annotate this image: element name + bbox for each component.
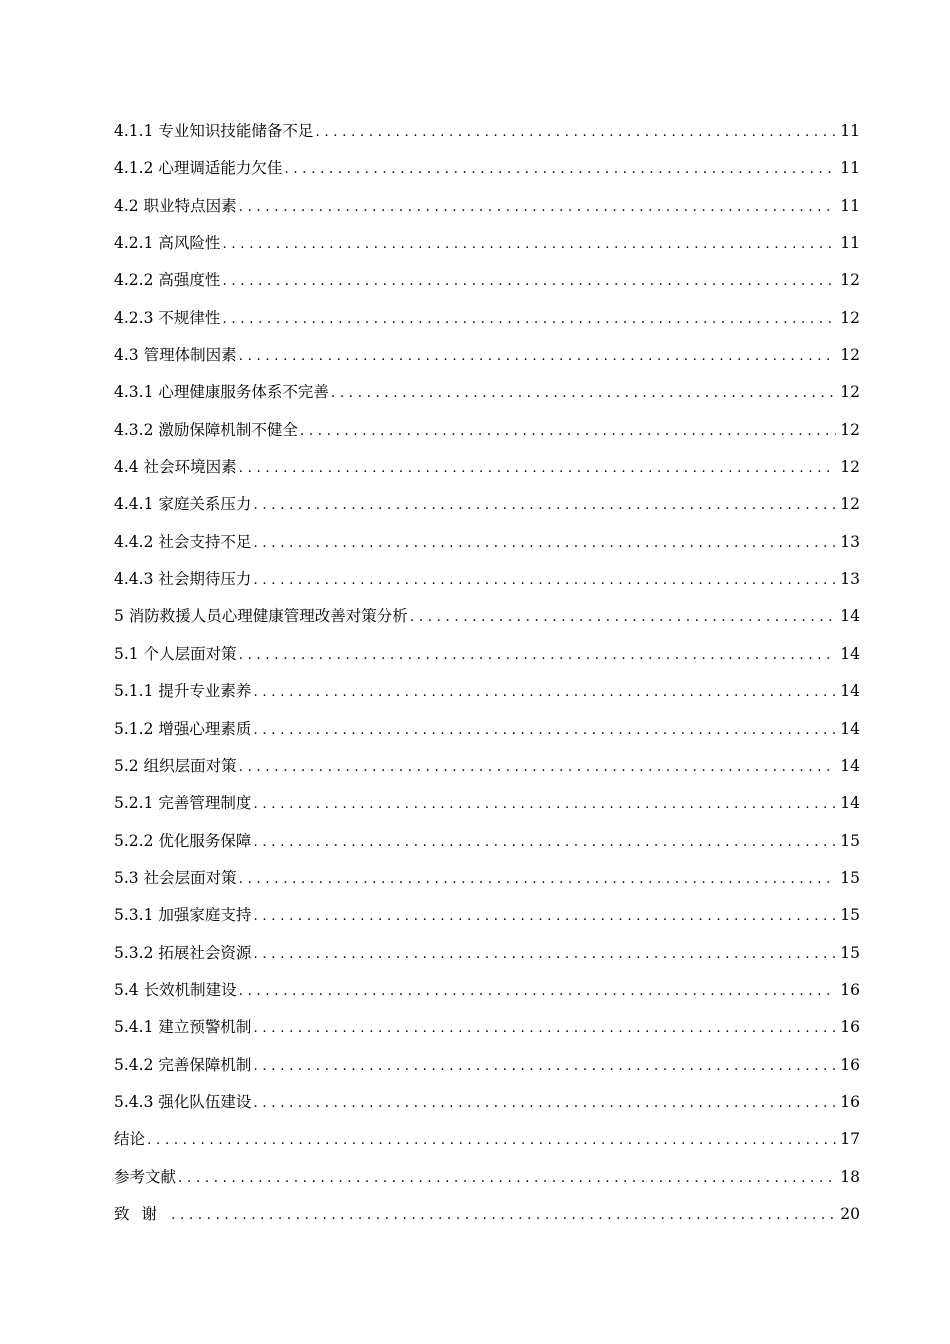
toc-entry-title: 4.1.2 心理调适能力欠佳 xyxy=(114,159,283,178)
toc-entry-page: 12 xyxy=(840,495,860,514)
toc-dot-leader xyxy=(239,189,836,226)
toc-entry-page: 17 xyxy=(840,1130,860,1149)
toc-entry[interactable] xyxy=(114,262,860,299)
toc-entry-title: 4.1.1 专业知识技能储备不足 xyxy=(114,122,314,140)
toc-entry-page: 16 xyxy=(840,1055,860,1074)
toc-entry-title: 5.3 社会层面对策 xyxy=(114,868,237,887)
toc-entry[interactable] xyxy=(114,486,860,523)
toc-entry-page: 15 xyxy=(840,906,860,925)
toc-dot-leader xyxy=(253,674,836,711)
toc-entry-page: 16 xyxy=(840,980,860,999)
toc-dot-leader xyxy=(147,1122,836,1159)
toc-entry-title: 4.4.3 社会期待压力 xyxy=(114,570,252,589)
toc-entry[interactable] xyxy=(114,935,860,972)
toc-entry-page: 15 xyxy=(840,868,860,887)
toc-entry[interactable] xyxy=(114,188,860,225)
toc-entry[interactable] xyxy=(114,449,860,486)
toc-entry-page: 14 xyxy=(840,719,860,738)
table-of-contents xyxy=(114,113,860,1233)
toc-dot-leader xyxy=(222,226,836,263)
toc-entry-page: 14 xyxy=(840,607,860,626)
toc-entry-title: 4.2 职业特点因素 xyxy=(114,196,237,215)
toc-dot-leader xyxy=(253,824,836,861)
toc-entry-title: 4.3.1 心理健康服务体系不完善 xyxy=(114,383,329,402)
toc-entry-title: 5.1.2 增强心理素质 xyxy=(114,719,252,738)
toc-entry-title: 5 消防救援人员心理健康管理改善对策分析 xyxy=(114,607,408,626)
toc-entry-title: 5.1 个人层面对策 xyxy=(114,644,237,663)
toc-dot-leader xyxy=(253,936,836,973)
toc-dot-leader xyxy=(171,1197,836,1234)
toc-entry[interactable] xyxy=(114,561,860,598)
toc-entry-title: 4.2.2 高强度性 xyxy=(114,271,221,290)
toc-entry-page: 13 xyxy=(840,532,860,551)
toc-entry-title: 4.2.1 高风险性 xyxy=(114,234,221,253)
toc-entry-page: 13 xyxy=(840,570,860,589)
toc-entry-title: 5.3.1 加强家庭支持 xyxy=(114,906,252,925)
toc-dot-leader xyxy=(300,413,836,450)
toc-dot-leader xyxy=(239,861,836,898)
toc-entry[interactable] xyxy=(114,1047,860,1084)
toc-entry-page: 14 xyxy=(840,644,860,663)
toc-entry-page: 20 xyxy=(840,1204,860,1223)
toc-entry[interactable] xyxy=(114,673,860,710)
toc-entry-page: 12 xyxy=(840,420,860,439)
toc-dot-leader xyxy=(239,338,836,375)
toc-entry[interactable] xyxy=(114,1121,860,1158)
toc-dot-leader xyxy=(284,151,836,188)
toc-entry[interactable] xyxy=(114,300,860,337)
toc-entry[interactable] xyxy=(114,1009,860,1046)
toc-entry-page: 12 xyxy=(840,458,860,477)
toc-entry-page: 12 xyxy=(840,346,860,365)
toc-entry-title: 4.4 社会环境因素 xyxy=(114,458,237,477)
toc-entry[interactable] xyxy=(114,1084,860,1121)
toc-entry-title: 5.4.1 建立预警机制 xyxy=(114,1018,252,1037)
toc-entry[interactable] xyxy=(114,860,860,897)
toc-entry-page: 12 xyxy=(840,271,860,290)
toc-dot-leader xyxy=(239,637,836,674)
toc-entry-title: 4.2.3 不规律性 xyxy=(114,308,221,327)
toc-dot-leader xyxy=(239,450,836,487)
toc-entry-title: 5.2.1 完善管理制度 xyxy=(114,794,252,813)
toc-entry-page: 11 xyxy=(840,159,860,178)
toc-entry-title: 4.3 管理体制因素 xyxy=(114,346,237,365)
toc-dot-leader xyxy=(239,973,836,1010)
toc-dot-leader xyxy=(253,1048,836,1085)
toc-entry[interactable] xyxy=(114,785,860,822)
toc-entry[interactable] xyxy=(114,337,860,374)
toc-dot-leader xyxy=(222,301,836,338)
toc-dot-leader xyxy=(253,1010,836,1047)
toc-dot-leader xyxy=(253,487,836,524)
toc-dot-leader xyxy=(253,1085,836,1122)
toc-entry-title: 参考文献 xyxy=(114,1167,177,1186)
toc-entry[interactable] xyxy=(114,150,860,187)
toc-dot-leader xyxy=(315,114,836,151)
toc-entry[interactable] xyxy=(114,113,860,150)
toc-entry[interactable] xyxy=(114,1159,860,1196)
toc-entry[interactable] xyxy=(114,897,860,934)
toc-entry[interactable] xyxy=(114,412,860,449)
toc-entry-title: 5.3.2 拓展社会资源 xyxy=(114,943,252,962)
toc-entry-title: 5.4.2 完善保障机制 xyxy=(114,1055,252,1074)
toc-entry-page: 14 xyxy=(840,682,860,701)
toc-entry-title: 致谢 xyxy=(114,1204,170,1223)
toc-dot-leader xyxy=(178,1160,836,1197)
toc-dot-leader xyxy=(222,263,836,300)
toc-entry-page: 15 xyxy=(840,831,860,850)
toc-dot-leader xyxy=(239,749,836,786)
toc-dot-leader xyxy=(253,525,836,562)
toc-entry[interactable] xyxy=(114,823,860,860)
toc-entry-page: 11 xyxy=(840,234,860,253)
toc-entry-page: 14 xyxy=(840,794,860,813)
toc-entry-page: 16 xyxy=(840,1018,860,1037)
toc-entry-page: 11 xyxy=(840,122,860,140)
toc-entry-title: 5.1.1 提升专业素养 xyxy=(114,682,252,701)
toc-entry-title: 结论 xyxy=(114,1130,146,1149)
toc-entry-page: 18 xyxy=(840,1167,860,1186)
toc-entry[interactable] xyxy=(114,748,860,785)
toc-entry-page: 16 xyxy=(840,1092,860,1111)
toc-entry[interactable] xyxy=(114,225,860,262)
toc-entry-title: 5.2.2 优化服务保障 xyxy=(114,831,252,850)
toc-entry-title: 5.4.3 强化队伍建设 xyxy=(114,1092,252,1111)
toc-entry-title: 4.4.2 社会支持不足 xyxy=(114,532,252,551)
toc-entry[interactable] xyxy=(114,972,860,1009)
toc-entry[interactable] xyxy=(114,374,860,411)
toc-dot-leader xyxy=(253,898,836,935)
toc-entry-page: 15 xyxy=(840,943,860,962)
toc-dot-leader xyxy=(410,599,836,636)
toc-entry-title: 4.4.1 家庭关系压力 xyxy=(114,495,252,514)
toc-entry-page: 11 xyxy=(840,196,860,215)
toc-entry-title: 4.3.2 激励保障机制不健全 xyxy=(114,420,298,439)
toc-entry-page: 12 xyxy=(840,383,860,402)
toc-entry-title: 5.2 组织层面对策 xyxy=(114,756,237,775)
toc-dot-leader xyxy=(253,712,836,749)
toc-dot-leader xyxy=(253,786,836,823)
toc-entry-page: 14 xyxy=(840,756,860,775)
toc-entry[interactable] xyxy=(114,1196,860,1233)
toc-entry-page: 12 xyxy=(840,308,860,327)
toc-dot-leader xyxy=(331,375,836,412)
toc-entry[interactable] xyxy=(114,598,860,635)
toc-entry-title: 5.4 长效机制建设 xyxy=(114,980,237,999)
toc-entry[interactable] xyxy=(114,636,860,673)
toc-entry[interactable] xyxy=(114,524,860,561)
toc-dot-leader xyxy=(253,562,836,599)
toc-entry[interactable] xyxy=(114,711,860,748)
